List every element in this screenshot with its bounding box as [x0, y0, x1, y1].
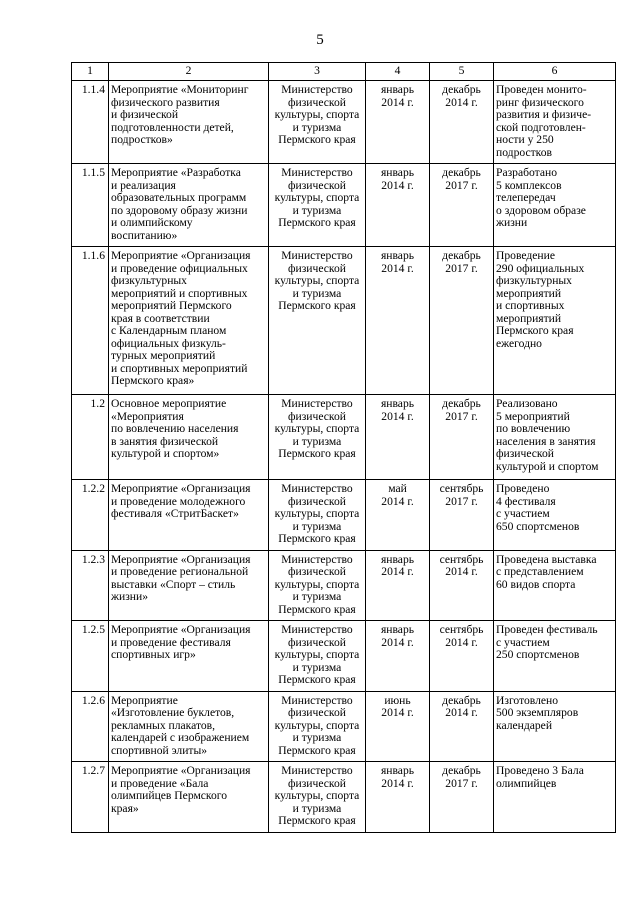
table-row [72, 762, 616, 833]
activity-code: 1.2.7 [72, 762, 109, 833]
table-header-row [72, 63, 616, 81]
header-cell-1: 1 [72, 63, 109, 81]
header-cell-2: 2 [109, 63, 269, 81]
activity-result: Проведение 290 официальных физкультурных мероприятий и спортивных мероприятий Пермского края ежегодно [494, 247, 616, 395]
activity-start-date: январь 2014 г. [366, 81, 430, 164]
activity-executor: Министерство физической культуры, спорта и туризма Пермского края [269, 395, 366, 480]
activity-result: Проведено 4 фестиваля с участием 650 спортсменов [494, 480, 616, 551]
activity-end-date: декабрь 2017 г. [430, 762, 494, 833]
activity-name: Мероприятие «Организация и проведение фестиваля спортивных игр» [109, 621, 269, 692]
activity-result: Проведено 3 Бала олимпийцев [494, 762, 616, 833]
table-row [72, 247, 616, 395]
activity-end-date: декабрь 2014 г. [430, 81, 494, 164]
activity-end-date: декабрь 2017 г. [430, 395, 494, 480]
activity-end-date: сентябрь 2017 г. [430, 480, 494, 551]
activity-code: 1.2.3 [72, 550, 109, 621]
activity-end-date: сентябрь 2014 г. [430, 621, 494, 692]
activity-name: Мероприятие «Изготовление буклетов, рекламных плакатов, календарей с изображением спортивной элиты» [109, 691, 269, 762]
table-row [72, 81, 616, 164]
activity-executor: Министерство физической культуры, спорта и туризма Пермского края [269, 81, 366, 164]
activity-start-date: январь 2014 г. [366, 247, 430, 395]
table-row [72, 550, 616, 621]
activity-start-date: январь 2014 г. [366, 621, 430, 692]
activity-code: 1.1.5 [72, 164, 109, 247]
table-row [72, 164, 616, 247]
activity-start-date: июнь 2014 г. [366, 691, 430, 762]
activity-end-date: декабрь 2017 г. [430, 247, 494, 395]
activity-start-date: январь 2014 г. [366, 550, 430, 621]
activity-executor: Министерство физической культуры, спорта и туризма Пермского края [269, 621, 366, 692]
activity-code: 1.2.6 [72, 691, 109, 762]
activity-code: 1.1.4 [72, 81, 109, 164]
activity-start-date: январь 2014 г. [366, 164, 430, 247]
activity-result: Изготовлено 500 экземпляров календарей [494, 691, 616, 762]
activity-result: Разработано 5 комплексов телепередач о здоровом образе жизни [494, 164, 616, 247]
activity-result: Проведена выставка с представлением 60 видов спорта [494, 550, 616, 621]
activity-code: 1.2.5 [72, 621, 109, 692]
activity-name: Мероприятие «Разработка и реализация образовательных программ по здоровому образу жизни и олимпийскому воспитанию» [109, 164, 269, 247]
activity-executor: Министерство физической культуры, спорта и туризма Пермского края [269, 762, 366, 833]
header-cell-3: 3 [269, 63, 366, 81]
activity-result: Реализовано 5 мероприятий по вовлечению населения в занятия физической культурой и спортом [494, 395, 616, 480]
table-row [72, 395, 616, 480]
activity-result: Проведен фестиваль с участием 250 спортсменов [494, 621, 616, 692]
header-cell-6: 6 [494, 63, 616, 81]
activity-executor: Министерство физической культуры, спорта и туризма Пермского края [269, 550, 366, 621]
activity-end-date: декабрь 2017 г. [430, 164, 494, 247]
activity-name: Мероприятие «Мониторинг физического развития и физической подготовленности детей, подростков» [109, 81, 269, 164]
activity-name: Мероприятие «Организация и проведение молодежного фестиваля «СтритБаскет» [109, 480, 269, 551]
page-number: 5 [316, 32, 324, 48]
activity-end-date: декабрь 2014 г. [430, 691, 494, 762]
activity-start-date: январь 2014 г. [366, 395, 430, 480]
activity-code: 1.2.2 [72, 480, 109, 551]
program-activities-table [71, 62, 616, 833]
activity-executor: Министерство физической культуры, спорта и туризма Пермского края [269, 164, 366, 247]
activity-start-date: январь 2014 г. [366, 762, 430, 833]
activity-start-date: май 2014 г. [366, 480, 430, 551]
activity-end-date: сентябрь 2014 г. [430, 550, 494, 621]
activity-executor: Министерство физической культуры, спорта и туризма Пермского края [269, 691, 366, 762]
activity-executor: Министерство физической культуры, спорта и туризма Пермского края [269, 247, 366, 395]
activity-name: Основное мероприятие «Мероприятия по вовлечению населения в занятия физической культурой и спортом» [109, 395, 269, 480]
activity-name: Мероприятие «Организация и проведение «Бала олимпийцев Пермского края» [109, 762, 269, 833]
table-row [72, 480, 616, 551]
header-cell-5: 5 [430, 63, 494, 81]
activity-name: Мероприятие «Организация и проведение официальных физкультурных мероприятий и спортивных мероприятий Пермского края в соответствии с Календарным планом официальных физкуль- турных мероприятий и спортивных мероприятий Пермского края» [109, 247, 269, 395]
activity-executor: Министерство физической культуры, спорта и туризма Пермского края [269, 480, 366, 551]
table-row [72, 621, 616, 692]
table-row [72, 691, 616, 762]
activity-name: Мероприятие «Организация и проведение региональной выставки «Спорт – стиль жизни» [109, 550, 269, 621]
header-cell-4: 4 [366, 63, 430, 81]
activity-code: 1.1.6 [72, 247, 109, 395]
activity-result: Проведен монито- ринг физического развития и физиче- ской подготовлен- ности у 250 подростков [494, 81, 616, 164]
activity-code: 1.2 [72, 395, 109, 480]
